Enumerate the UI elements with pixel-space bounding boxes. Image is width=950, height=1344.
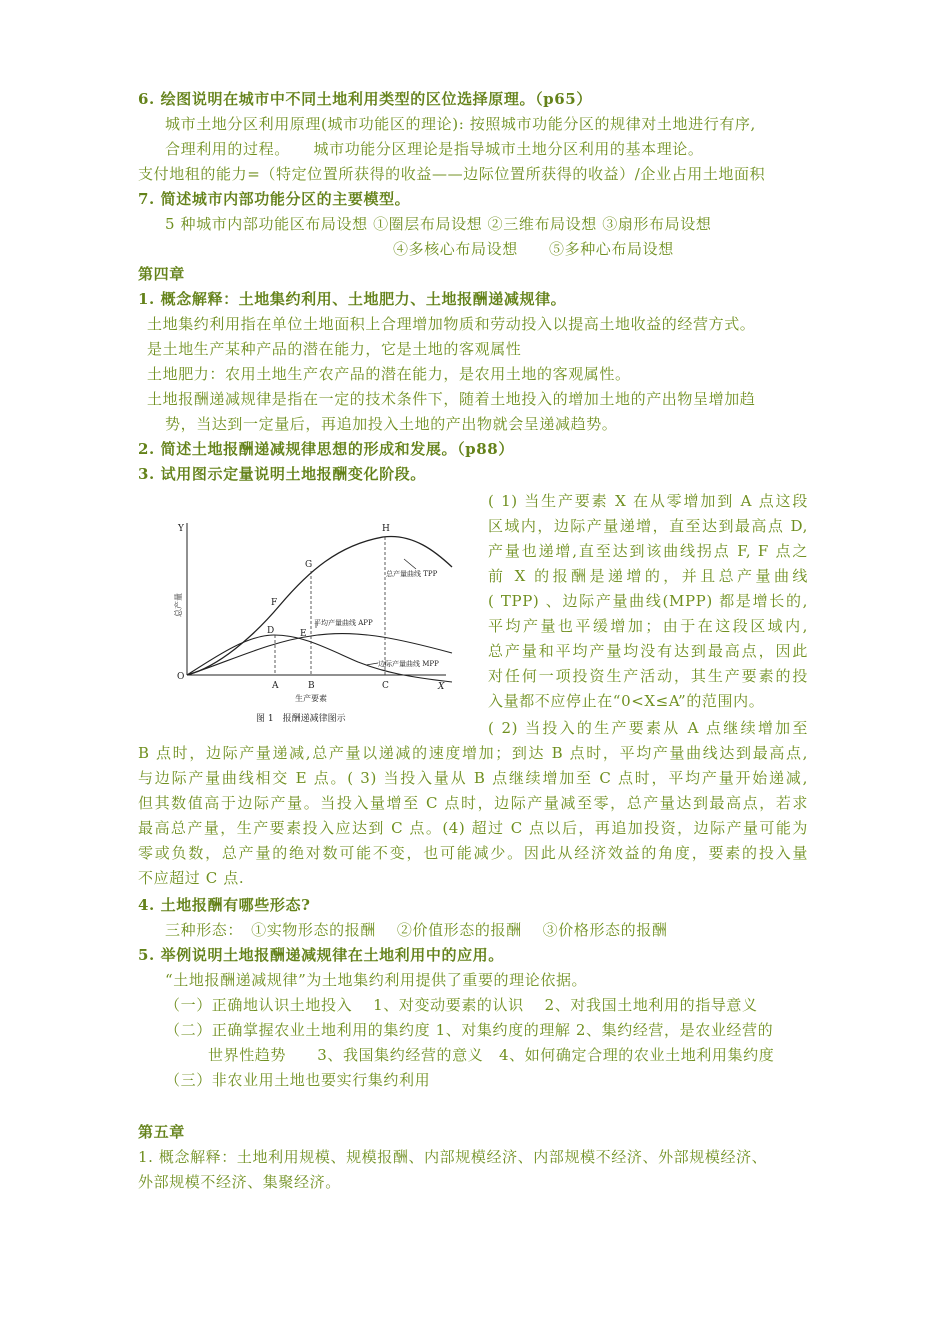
mpp-label: 边际产量曲线 MPP	[378, 660, 439, 668]
chapter-heading: 第五章	[138, 1123, 185, 1141]
answer-line: B 点时，边际产量递减,总产量以递减的速度增加；到达 B 点时，平均产量曲线达到最高点,	[138, 744, 808, 762]
question-7: 7. 简述城市内部功能分区的主要模型。	[138, 190, 411, 208]
answer-line: 区域内，边际产量递增，直至达到最高点 D,	[488, 517, 808, 535]
answer-line: 但其数值高于边际产量。当投入量增至 C 点时，边际产量减至零，总产量达到最高点，若求	[138, 794, 808, 812]
answer-line: 土地报酬递减规律是指在一定的技术条件下，随着土地投入的增加土地的产出物呈增加趋	[147, 390, 756, 408]
answer-line: 三种形态： ①实物形态的报酬 ②价值形态的报酬 ③价格形态的报酬	[165, 921, 668, 939]
answer-line: 入量都不应停止在“0<X≤A”的范围内。	[488, 692, 765, 710]
answer-line: 对任何一项投资生产活动，其生产要素的投	[488, 667, 808, 685]
answer-line: 平均产量也平缓增加；由于在这段区域内,	[488, 617, 808, 635]
answer-line: ④多核心布局设想 ⑤多种心布局设想	[393, 240, 674, 258]
tpp-leader	[404, 559, 416, 569]
answer-line: （一）正确地认识土地投入 1、对变动要素的认识 2、对我国土地利用的指导意义	[165, 996, 758, 1014]
point-h-label: H	[382, 524, 390, 534]
answer-line: 产量也递增,直至达到该曲线拐点 F, F 点之	[488, 542, 808, 560]
question-4: 4. 土地报酬有哪些形态?	[138, 896, 311, 914]
answer-line: ( 2) 当投入的生产要素从 A 点继续增加至	[488, 719, 808, 737]
point-g-label: G	[305, 560, 313, 570]
tick-c-label: C	[382, 681, 389, 691]
x-axis-letter: X	[438, 682, 445, 692]
question-1: 1. 概念解释：土地集约利用、土地肥力、土地报酬递减规律。	[138, 290, 567, 308]
y-axis-label: 总产量	[174, 593, 183, 617]
tpp-label: 总产量曲线 TPP	[386, 570, 438, 578]
answer-line: 不应超过 C 点.	[138, 869, 245, 887]
tick-a-label: A	[272, 681, 279, 691]
question-3: 3. 试用图示定量说明土地报酬变化阶段。	[138, 465, 426, 483]
answer-line: ( TPP) 、边际产量曲线(MPP) 都是增长的,	[488, 592, 808, 610]
answer-line: （三）非农业用土地也要实行集约利用	[165, 1071, 431, 1089]
answer-line: （二）正确掌握农业土地利用的集约度 1、对集约度的理解 2、集约经营，是农业经营的	[165, 1021, 774, 1039]
point-e-label: E	[300, 629, 307, 639]
answer-line: 最高总产量，生产要素投入应达到 C 点。(4) 超过 C 点以后，再追加投资，边际产量可能为	[138, 819, 808, 837]
answer-line: 是土地生产某种产品的潜在能力，它是土地的客观属性	[147, 340, 522, 358]
point-f-label: F	[271, 598, 278, 608]
answer-line: 总产量和平均产量均没有达到最高点，因此	[488, 642, 808, 660]
app-curve	[187, 633, 452, 675]
answer-line: 势，当达到一定量后，再追加投入土地的产出物就会呈递减趋势。	[165, 415, 618, 433]
figure-caption: 图 1 报酬递减律图示	[256, 714, 346, 724]
answer-line: 合理利用的过程。 城市功能分区理论是指导城市土地分区利用的基本理论。	[165, 140, 704, 158]
question-5: 5. 举例说明土地报酬递减规律在土地利用中的应用。	[138, 946, 504, 964]
app-label: 平均产量曲线 APP	[314, 619, 373, 627]
chapter-heading: 第四章	[138, 265, 185, 283]
question-1-cont: 外部规模不经济、集聚经济。	[138, 1173, 341, 1191]
answer-line: ( 1) 当生产要素 X 在从零增加到 A 点这段	[488, 492, 808, 510]
answer-line: 土地集约利用指在单位土地面积上合理增加物质和劳动投入以提高土地收益的经营方式。	[147, 315, 756, 333]
origin-label: O	[177, 672, 185, 682]
question-2: 2. 简述土地报酬递减规律思想的形成和发展。（p88）	[138, 440, 514, 458]
x-axis-label: 生产要素	[295, 694, 327, 703]
question-1: 1. 概念解释：土地利用规模、规模报酬、内部规模经济、内部规模不经济、外部规模经济、	[138, 1148, 768, 1166]
point-d-label: D	[267, 626, 275, 636]
tpp-curve	[187, 536, 452, 675]
answer-line: 零或负数，总产量的绝对数可能不变，也可能减少。因此从经济效益的角度，要素的投入量	[138, 844, 808, 862]
diminishing-returns-figure	[168, 517, 458, 732]
mpp-leader	[366, 663, 378, 665]
y-axis-letter: Y	[178, 524, 184, 534]
tick-b-label: B	[308, 681, 315, 691]
answer-line: 前 X 的报酬是递增的，并且总产量曲线	[488, 567, 808, 585]
answer-line: 与边际产量曲线相交 E 点。( 3) 当投入量从 B 点继续增加至 C 点时，平均产量开始递减,	[138, 769, 808, 787]
answer-line: 支付地租的能力=（特定位置所获得的收益——边际位置所获得的收益）/企业占用土地面积	[138, 165, 766, 183]
answer-line: “土地报酬递减规律”为土地集约利用提供了重要的理论依据。	[165, 971, 588, 989]
answer-line: 世界性趋势 3、我国集约经营的意义 4、如何确定合理的农业土地利用集约度	[208, 1046, 775, 1064]
question-6: 6. 绘图说明在城市中不同土地利用类型的区位选择原理。（p65）	[138, 90, 592, 108]
answer-line: 土地肥力：农用土地生产农产品的潜在能力，是农用土地的客观属性。	[147, 365, 631, 383]
answer-line: 5 种城市内部功能区布局设想 ①圈层布局设想 ②三维布局设想 ③扇形布局设想	[165, 215, 712, 233]
answer-line: 城市土地分区利用原理(城市功能区的理论): 按照城市功能分区的规律对土地进行有序,	[165, 115, 756, 133]
